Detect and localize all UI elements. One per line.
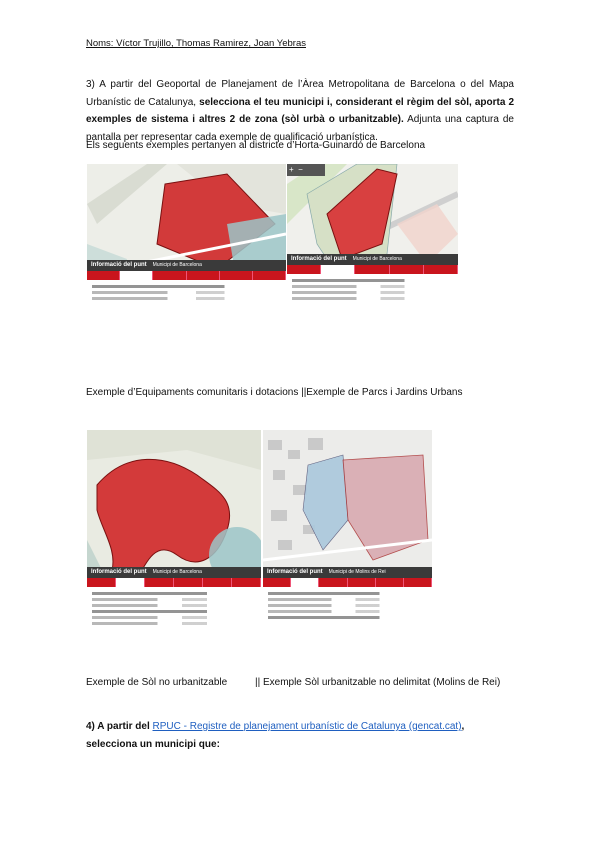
map-screenshot-equipaments — [87, 164, 286, 304]
info-panel-title: Informació del punt — [91, 569, 147, 575]
info-panel-header — [287, 254, 458, 265]
info-panel-municipi: Municipi de Barcelona — [352, 256, 402, 262]
rpuc-link[interactable]: RPUC - Registre de planejament urbanístic de Catalunya (gencat.cat) — [152, 721, 462, 732]
info-panel-municipi: Municipi de Molins de Rei — [328, 569, 386, 575]
zoom-out-button[interactable]: − — [298, 165, 303, 174]
info-panel-body — [287, 274, 458, 304]
map-screenshot-no-urbanitzable — [87, 430, 261, 645]
info-panel-title: Informació del punt — [91, 262, 147, 268]
caption-row-1: Exemple d’Equipaments comunitaris i dotacions ||Exemple de Parcs i Jardins Urbans — [86, 387, 463, 398]
info-panel-title: Informació del punt — [291, 256, 347, 262]
info-panel-header — [87, 260, 286, 271]
question-3-text: 3) A partir del Geoportal de Planejament de l’Àrea Metropolitana de Barcelona o del Mapa Urbanístic de Catalunya, — [86, 79, 514, 108]
info-panel-body — [87, 587, 261, 630]
question-4-tail: , selecciona un municipi que: — [86, 721, 465, 750]
info-panel-body — [87, 280, 286, 304]
zoom-in-button[interactable]: + — [289, 165, 294, 174]
info-tabs[interactable] — [87, 271, 286, 280]
question-3-text-2: Adjunta una captura de pantalla per representar cada exemple de qualificació urbanística. — [86, 114, 514, 143]
info-panel-header — [87, 567, 261, 578]
info-panel — [87, 260, 286, 304]
question-3-bold: selecciona el teu municipi i, considerant el règim del sòl, aporta 2 exemples de sistema i altres 2 de zona (sòl urbà o urbanitzable). — [86, 96, 515, 125]
caption-row-2: Exemple de Sòl no urbanitzable || Exemple Sòl urbanitzable no delimitat (Molins de Rei) — [86, 677, 501, 688]
info-panel — [287, 254, 458, 304]
author-names: Noms: Víctor Trujillo, Thomas Ramirez, Joan Yebras — [86, 38, 306, 49]
map-screenshot-parcs — [287, 164, 458, 304]
info-panel-municipi: Municipi de Barcelona — [152, 262, 202, 268]
map-screenshot-molins-de-rei — [263, 430, 432, 645]
info-panel-body — [263, 587, 432, 624]
info-tabs[interactable] — [287, 265, 458, 274]
info-tabs[interactable] — [263, 578, 432, 587]
question-4 — [86, 718, 514, 754]
question-3 — [86, 76, 514, 146]
info-panel-municipi: Municipi de Barcelona — [152, 569, 202, 575]
zoom-controls[interactable] — [289, 165, 303, 174]
info-panel-header — [263, 567, 432, 578]
info-panel — [87, 567, 261, 645]
info-tabs[interactable] — [87, 578, 261, 587]
info-panel-title: Informació del punt — [267, 569, 323, 575]
question-4-lead: 4) A partir del — [86, 721, 153, 732]
intro-text: Els seguents exemples pertanyen al districte d’Horta-Guinardó de Barcelona — [86, 140, 426, 151]
info-panel — [263, 567, 432, 645]
